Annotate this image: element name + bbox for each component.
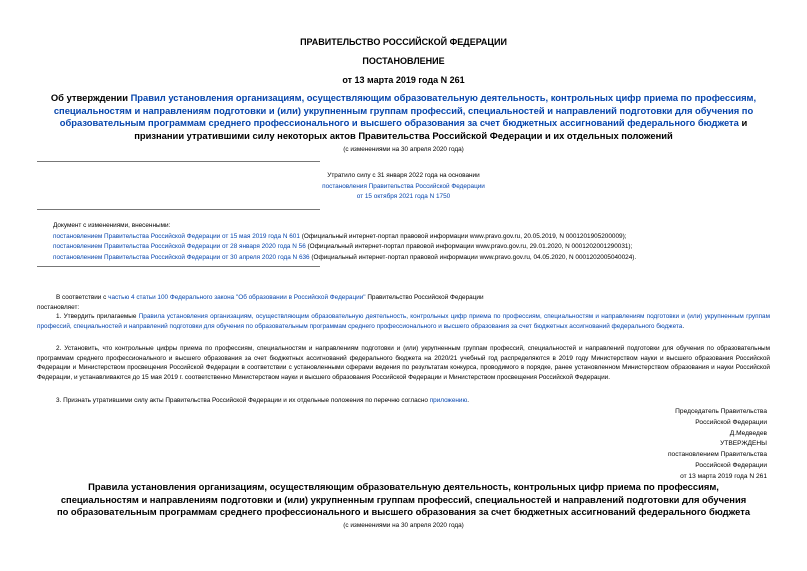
preamble: В соответствии с частью 4 статьи 100 Федерального закона "Об образовании в Российской Федерации" Правительство Российской Федерации постановляет: (37, 293, 770, 312)
expired-line: Утратило силу с 31 января 2022 года на основании (327, 172, 480, 179)
rules-link[interactable]: Правила установления организациям, осуществляющим образовательную деятельность, контрольных цифр приема по профессиям, специальностям и направлениям подготовки и (или) укрупненным группам профессий, специальностей и направлений подготовки для обучения по образовательным программам среднего профессионального и высшего образования за счет бюджетных ассигнований федерального бюджета (37, 313, 770, 330)
list-item: постановлением Правительства Российской Федерации от 30 апреля 2020 года N 636 (Официальный интернет-портал правовой информации www.pravo.gov.ru, 04.05.2020, N 0001202005040024). (53, 253, 637, 261)
clause-3: 3. Признать утратившими силу акты Правительства Российской Федерации и их отдельные положения по перечню согласно приложению. (56, 397, 470, 404)
appendix-link[interactable]: приложению (429, 397, 468, 404)
document-title (40, 92, 767, 142)
signature-block: Председатель Правительства Российской Федерации Д.Медведев УТВЕРЖДЕНЫ постановлением Правительства Российской Федерации от 13 марта 2019 года N 261 (667, 408, 767, 480)
list-item: постановлением Правительства Российской Федерации от 28 января 2020 года N 56 (Официальный интернет-портал правовой информации www.pravo.gov.ru, 29.01.2020, N 0001202001290031); (53, 243, 633, 250)
divider (37, 266, 320, 267)
amendment-link[interactable]: постановлением Правительства Российской Федерации от 15 мая 2019 года N 601 (53, 232, 300, 240)
amendments-heading: Документ с изменениями, внесенными: (53, 222, 171, 229)
rules-revision-note: (с изменениями на 30 апреля 2020 года) (343, 522, 464, 529)
list-item: постановлением Правительства Российской Федерации от 15 мая 2019 года N 601 (Официальный интернет-портал правовой информации www.pravo.gov.ru, 20.05.2019, N 0001201905200009); (53, 232, 627, 240)
revision-note: (с изменениями на 30 апреля 2020 года) (343, 146, 464, 153)
title-rules-link[interactable]: Правил установления организациям, осуществляющим образовательную деятельность, контрольных цифр приема по профессиям, специальностям и направлениям подготовки и (или) укрупненным группам профессий, специальностей и направлений подготовки для обучения по образовательным программам среднего профессионального и высшего образования за счет бюджетных ассигнований федерального бюджета (53, 92, 757, 128)
resolves-word: постановляет: (37, 303, 80, 311)
divider (37, 209, 320, 210)
rules-title: Правила установления организациям, осуществляющим образовательную деятельность, контрольных цифр приема по профессиям, специальностям и направлениям подготовки и (или) укрупненным группам профессий, специальностей и направлений подготовки для обучения по образовательным программам среднего профессионального и высшего образования за счет бюджетных ассигнований федерального бюджета (56, 481, 751, 517)
doc-type-heading: ПОСТАНОВЛЕНИЕ (362, 56, 445, 66)
divider (37, 161, 320, 162)
government-heading: ПРАВИТЕЛЬСТВО РОССИЙСКОЙ ФЕДЕРАЦИИ (300, 37, 507, 47)
clause-1: 1. Утвердить прилагаемые Правила установления организациям, осуществляющим образовательную деятельность, контрольных цифр приема по профессиям, специальностям и направлениям подготовки и (или) укрупненным группам профессий, специальностей и направлений подготовки для обучения по образовательным программам среднего профессионального и высшего образования за счет бюджетных ассигнований федерального бюджета. (37, 313, 770, 330)
title-prefix: Об утверждении (50, 92, 131, 103)
approval-label: УТВЕРЖДЕНЫ (720, 440, 767, 448)
expired-resolution-link[interactable]: постановления Правительства Российской Федерации (322, 182, 485, 190)
amendments-list (53, 221, 773, 263)
doc-date: от 13 марта 2019 года N 261 (342, 75, 465, 85)
expired-notice (0, 171, 807, 203)
title-suffix: и признании утратившими силу некоторых актов Правительства Российской Федерации и их отдельных положений (134, 117, 748, 141)
law-article-link[interactable]: частью 4 статьи 100 Федерального закона "Об образовании в Российской Федерации" (108, 294, 366, 301)
expired-resolution-date-link[interactable]: от 15 октября 2021 года N 1750 (356, 193, 451, 200)
clause-2: 2. Установить, что контрольные цифры приема по профессиям, специальностям и направлениям подготовки и (или) укрупненным группам профессий, специальностей и направлений подготовки для обучения по образовательным программам среднего профессионального и высшего образования за счет бюджетных ассигнований федерального бюджета на 2020/21 учебный год распределяются в 2019 году Министерством науки и высшего образования Российской Федерации и Министерством просвещения Российской Федерации в соответствии с установленными сферами ведения по результатам конкурса, проводимого в порядке, ранее установленном Министерством образования и науки Российской Федерации, и устанавливаются до 15 мая 2019 г. соответственно Министерством науки и высшего образования Российской Федерации и Министерством просвещения Российской Федерации. (37, 345, 770, 382)
amendment-link[interactable]: постановлением Правительства Российской Федерации от 30 апреля 2020 года N 636 (53, 253, 310, 261)
amendment-link[interactable]: постановлением Правительства Российской Федерации от 28 января 2020 года N 56 (53, 243, 306, 250)
